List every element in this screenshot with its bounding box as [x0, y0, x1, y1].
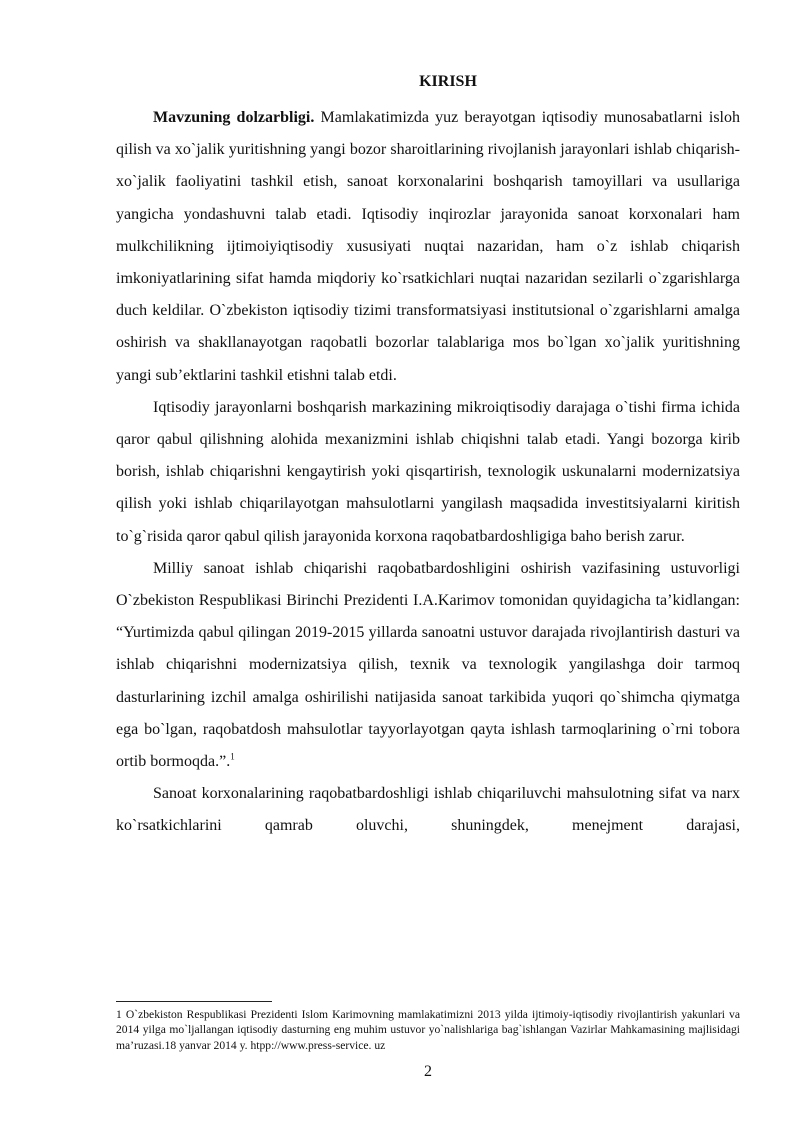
footnote	[116, 1007, 740, 1053]
paragraph-text: Iqtisodiy jarayonlarni boshqarish markazining mikroiqtisodiy darajaga o`tishi firma ichida qaror qabul qilishning alohida mexanizmini ishlab chiqishni talab etadi. Yangi bozorga kirib borish, ishlab chiqarishni kengaytirish yoki qisqartirish, texnologik uskunalarni modernizatsiya qilish yoki ishlab chiqarilayotgan mahsulotlarni yangilash maqsadida investitsiyalarni kiritish to`g`risida qaror qabul qilish jarayonida korxona raqobatbardoshligiga baho berish zarur.	[116, 398, 740, 545]
footnote-reference[interactable]: 1	[230, 751, 235, 762]
paragraph-text: Milliy sanoat ishlab chiqarishi raqobatbardoshligini oshirish vazifasining ustuvorligi O`zbekiston Respublikasi Birinchi Prezidenti I.A.Karimov tomonidan quyidagicha ta’kidlangan: “Yurtimizda qabul qilingan 2019-2015 yillarda sanoatni ustuvor darajada rivojlantirish dasturi va ishlab chiqarishni modernizatsiya qilish, texnik va texnologik yangilashga doir tarmoq dasturlarining izchil amalga oshirilishi natijasida sanoat tarkibida yuqori qo`shimcha qiymatga ega bo`lgan, raqobatdosh mahsulotlar tayyorlayotgan qayta ishlash tarmoqlarining o`rni tobora ortib bormoqda.”.	[116, 559, 740, 771]
footnote-separator	[116, 1001, 272, 1002]
paragraph-lead: Mavzuning dolzarbligi.	[153, 109, 315, 126]
page-number: 2	[424, 1063, 432, 1080]
section-heading: KIRISH	[419, 73, 477, 90]
paragraph-text: Sanoat korxonalarining raqobatbardoshligi ishlab chiqariluvchi mahsulotning sifat va narx ko`rsatkichlarini qamrab oluvchi, shuningdek, menejment darajasi,	[116, 785, 740, 835]
footnote-text: O`zbekiston Respublikasi Prezidenti Islom Karimovning mamlakatimizni 2013 yilda ijtimoiy-iqtisodiy rivojlantirish yakunlari va 2014 yilga mo`ljallangan iqtisodiy dasturning eng muhim ustuvor yo`nalishlariga bag`ishlangan Vazirlar Mahkamasining majlisidagi ma’ruzasi.18 yanvar 2014 y. htpp://www.press-service. uz	[116, 1008, 740, 1052]
paragraph-management	[116, 392, 740, 553]
paragraph-competitiveness	[116, 778, 740, 842]
document-body	[116, 72, 740, 843]
paragraph-relevance	[116, 102, 740, 392]
footnote-number: 1	[116, 1008, 122, 1021]
paragraph-quote	[116, 553, 740, 778]
paragraph-text: Mamlakatimizda yuz berayotgan iqtisodiy munosabatlarni isloh qilish va xo`jalik yuritishning yangi bozor sharoitlarining rivojlanish jarayonlari ishlab chiqarish-xo`jalik faoliyatini tashkil etish, sanoat korxonalarini boshqarish tamoyillari va usullariga yangicha yondashuvni talab etadi. Iqtisodiy inqirozlar jarayonida sanoat korxonalari ham mulkchilikning ijtimoiyiqtisodiy xususiyati nuqtai nazaridan, ham o`z ishlab chiqarish imkoniyatlarining sifat hamda miqdoriy ko`rsatkichlari nuqtai nazaridan sezilarli o`zgarishlarga duch keldilar. O`zbekiston iqtisodiy tizimi transformatsiyasi institutsional o`zgarishlarni amalga oshirish va shakllanayotgan raqobatli bozorlar talablariga mos bo`lgan xo`jalik yuritishning yangi sub’ektlarini tashkil etishni talab etdi.	[116, 109, 740, 384]
